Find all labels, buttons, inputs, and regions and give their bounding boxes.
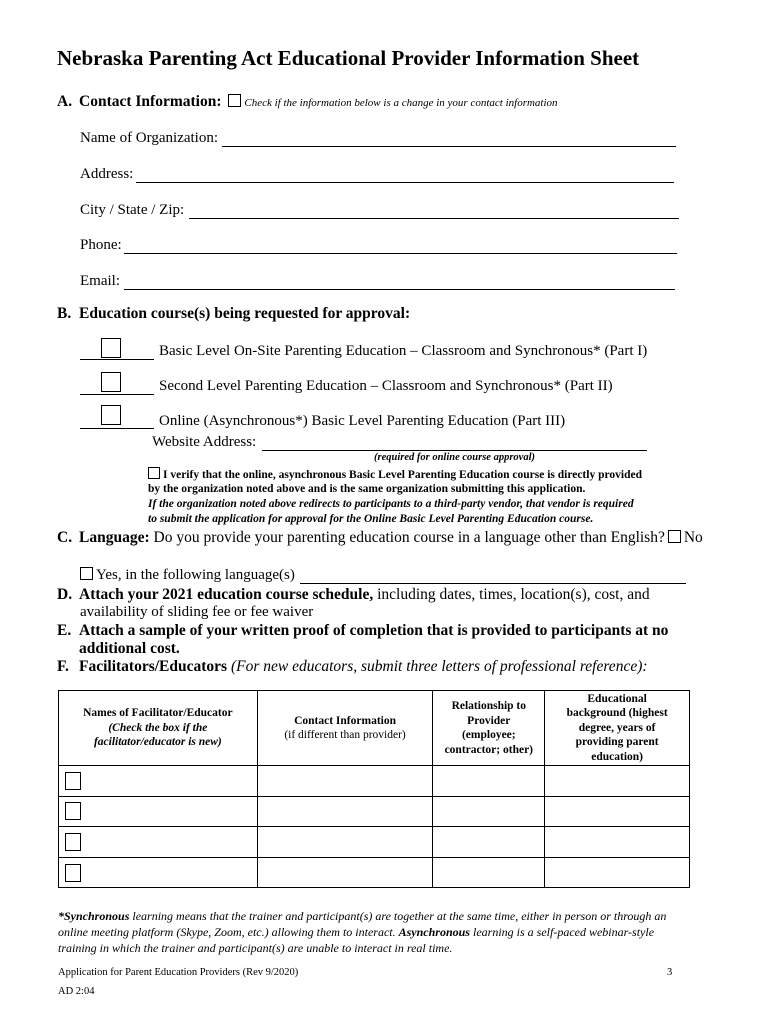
synchronous-footnote: *Synchronous learning means that the trainer and participant(s) are together at the same time, either in person or through an online meeting platform (Skype, Zoom, etc.) allowing them to interact. Asynchronous learning is a self-paced webinar-style training in which the trainer and participant(s) are unable to interact in real time. (58, 909, 667, 955)
org-name-label: Name of Organization: (80, 130, 219, 146)
section-e-heading: E. Attach a sample of your written proof of completion that is provided to participants at no (57, 622, 669, 639)
new-educator-checkbox[interactable] (65, 802, 81, 820)
name-cell[interactable] (59, 766, 258, 797)
address-field[interactable] (136, 182, 674, 183)
section-a-heading: A. Contact Information: Check if the information below is a change in your contact information (57, 93, 558, 110)
address-label: Address: (80, 166, 134, 182)
verify-note-1: If the organization noted above redirects to participants to a third-party vendor, that vendor is required (148, 498, 634, 510)
header-names: Names of Facilitator/Educator (Check the box if the facilitator/educator is new) (59, 691, 258, 766)
name-cell[interactable] (59, 796, 258, 827)
contact-cell[interactable] (257, 796, 433, 827)
contact-cell[interactable] (257, 857, 433, 888)
education-cell[interactable] (545, 766, 690, 797)
table-row (59, 857, 690, 888)
course-1-line (80, 359, 154, 360)
relationship-cell[interactable] (433, 827, 545, 858)
city-state-zip-field[interactable] (189, 218, 679, 219)
table-row (59, 827, 690, 858)
course-3-line (80, 428, 154, 429)
verify-note-2: to submit the application for approval for the Online Basic Level Parenting Education course. (148, 513, 594, 525)
name-cell[interactable] (59, 827, 258, 858)
table-row (59, 766, 690, 797)
verify-checkbox[interactable] (148, 467, 160, 479)
header-contact: Contact Information (if different than provider) (257, 691, 433, 766)
phone-field[interactable] (124, 253, 677, 254)
section-f-heading: F. Facilitators/Educators (For new educators, submit three letters of professional reference): (57, 658, 648, 675)
city-state-zip-label: City / State / Zip: (80, 202, 185, 218)
course-2-checkbox[interactable] (101, 372, 121, 392)
verify-line-2: by the organization noted above and is the same organization submitting this application. (148, 483, 586, 495)
language-no-checkbox[interactable] (668, 530, 681, 543)
course-2-label: Second Level Parenting Education – Classroom and Synchronous* (Part II) (159, 378, 613, 394)
header-education: Educational background (highest degree, years of providing parent education) (545, 691, 690, 766)
section-f-note: (For new educators, submit three letters of professional reference): (230, 658, 648, 675)
education-cell[interactable] (545, 827, 690, 858)
page-title: Nebraska Parenting Act Educational Provider Information Sheet (57, 46, 640, 70)
name-cell[interactable] (59, 857, 258, 888)
education-cell[interactable] (545, 796, 690, 827)
website-note: (required for online course approval) (374, 452, 535, 463)
new-educator-checkbox[interactable] (65, 772, 81, 790)
language-yes-line (80, 567, 295, 584)
contact-cell[interactable] (257, 827, 433, 858)
section-c-heading: C. Language: Do you provide your parenting education course in a language other than English? No (57, 529, 703, 546)
section-b-heading: B. Education course(s) being requested for approval: (57, 305, 411, 322)
footer-code: AD 2:04 (58, 986, 95, 997)
contact-change-note: Check if the information below is a change in your contact information (244, 97, 558, 109)
language-yes-checkbox[interactable] (80, 567, 93, 580)
phone-label: Phone: (80, 237, 122, 253)
header-relationship: Relationship to Provider (employee; contractor; other) (433, 691, 545, 766)
website-field[interactable] (262, 450, 647, 451)
contact-change-checkbox[interactable] (228, 94, 241, 107)
education-cell[interactable] (545, 857, 690, 888)
page-number: 3 (667, 967, 673, 978)
section-d-heading: D. Attach your 2021 education course schedule, including dates, times, location(s), cost, and (57, 586, 650, 603)
contact-cell[interactable] (257, 766, 433, 797)
relationship-cell[interactable] (433, 796, 545, 827)
course-1-checkbox[interactable] (101, 338, 121, 358)
table-header-row (59, 691, 690, 766)
new-educator-checkbox[interactable] (65, 864, 81, 882)
facilitators-table (58, 690, 690, 888)
org-name-field[interactable] (222, 146, 676, 147)
section-d-line-2: availability of sliding fee or fee waiver (80, 604, 314, 620)
course-2-line (80, 394, 154, 395)
footer-application: Application for Parent Education Providers (Rev 9/2020) (58, 967, 299, 978)
website-label: Website Address: (152, 434, 257, 450)
course-1-label: Basic Level On-Site Parenting Education – Classroom and Synchronous* (Part I) (159, 343, 648, 359)
course-3-checkbox[interactable] (101, 405, 121, 425)
section-e-line-2: additional cost. (79, 640, 180, 657)
relationship-cell[interactable] (433, 766, 545, 797)
table-row (59, 796, 690, 827)
language-no-label: No (683, 529, 703, 546)
language-yes-label: Yes, in the following language(s) (96, 567, 295, 583)
new-educator-checkbox[interactable] (65, 833, 81, 851)
verify-line-1: I verify that the online, asynchronous Basic Level Parenting Education course is directly provided (148, 467, 642, 481)
relationship-cell[interactable] (433, 857, 545, 888)
language-field[interactable] (300, 583, 686, 584)
language-question: Do you provide your parenting education course in a language other than English? (153, 529, 665, 546)
email-label: Email: (80, 273, 120, 289)
course-3-label: Online (Asynchronous*) Basic Level Parenting Education (Part III) (159, 413, 566, 429)
email-field[interactable] (124, 289, 675, 290)
